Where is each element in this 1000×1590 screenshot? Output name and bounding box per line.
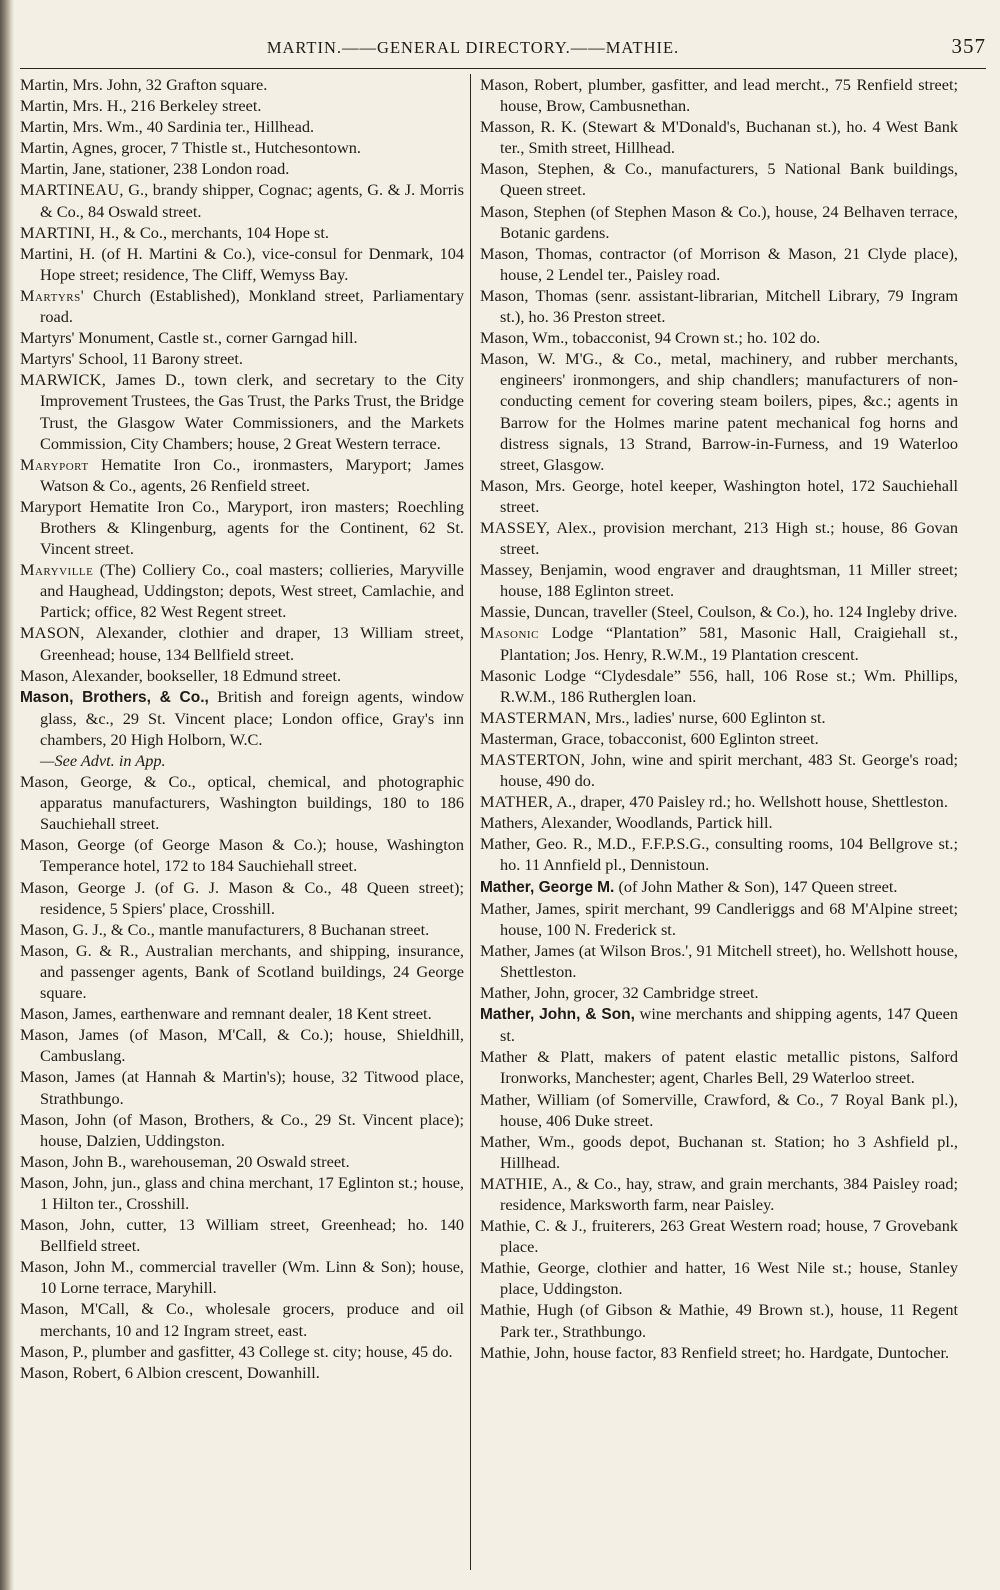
directory-entry xyxy=(20,1214,464,1256)
entry-name: Mason, xyxy=(20,1151,69,1171)
entry-details: Benjamin, wood engraver and draughtsman, 11 Miller street; house, 188 Eglinton street. xyxy=(500,560,958,601)
entry-name: Mason, xyxy=(480,285,529,305)
entry-name: Mason, xyxy=(20,1299,69,1319)
directory-entry xyxy=(480,158,958,200)
directory-entry xyxy=(20,1109,464,1151)
directory-entry xyxy=(480,622,958,664)
book-spine-shadow xyxy=(0,0,14,1590)
directory-entry xyxy=(20,1151,464,1172)
entry-details: Mrs. Wm., 40 Sardinia ter., Hillhead. xyxy=(68,117,315,137)
entry-details: Hematite Iron Co., Maryport, iron masters; Roechling Brothers & Klingenburg, agents for the Continent, 62 St. Vincent street. xyxy=(40,496,464,559)
entry-details: R. K. (Stewart & M'Donald's, Buchanan st.), ho. 4 West Bank ter., Smith street, Hillhead. xyxy=(500,117,958,158)
entry-details: Agnes, grocer, 7 Thistle st., Hutchesontown. xyxy=(68,138,361,158)
entry-details: James, earthenware and remnant dealer, 18 Kent street. xyxy=(68,1004,432,1024)
entry-name: Mathie, xyxy=(480,1342,531,1362)
entry-details: (The) Colliery Co., coal masters; collieries, Maryville and Haughead, Uddingston; depots, West street, Camlachie, and Partick; office, 82 West Regent street. xyxy=(40,560,464,622)
entry-name: Martin, xyxy=(20,138,69,158)
directory-entry xyxy=(480,1342,958,1363)
directory-entry xyxy=(480,1215,958,1257)
directory-entry xyxy=(20,454,464,496)
directory-entry xyxy=(480,707,958,728)
entry-details: George (of George Mason & Co.); house, Washington Temperance hotel, 172 to 184 Sauchiehall street. xyxy=(40,835,464,876)
directory-entry xyxy=(480,285,958,327)
entry-details: James (of Mason, M'Call, & Co.); house, Shieldhill, Cambuslang. xyxy=(40,1025,464,1066)
page-number: 357 xyxy=(951,34,986,58)
directory-entry xyxy=(20,95,464,116)
entry-details: Jane, stationer, 238 London road. xyxy=(68,159,290,179)
entry-name: Mathie, xyxy=(480,1300,531,1320)
entry-name: Mason, xyxy=(20,835,69,855)
entry-details: Geo. R., M.D., F.F.P.S.G., consulting rooms, 104 Bellgrove st.; ho. 11 Annfield pl., Dennistoun. xyxy=(500,834,958,875)
entry-details: Stephen (of Stephen Mason & Co.), house, 24 Belhaven terrace, Botanic gardens. xyxy=(500,201,958,242)
entry-details: Hugh (of Gibson & Mathie, 49 Brown st.), house, 11 Regent Park ter., Strathbungo. xyxy=(500,1300,958,1341)
directory-entry xyxy=(480,1089,958,1131)
directory-entry xyxy=(20,348,464,369)
directory-entry xyxy=(20,1341,464,1362)
entry-name: Masson, xyxy=(480,117,535,137)
directory-entry xyxy=(20,1172,464,1214)
entry-details: Mrs., ladies' nurse, 600 Eglinton st. xyxy=(591,707,826,727)
entry-details: M'Call, & Co., wholesale grocers, produce and oil merchants, 10 and 12 Ingram street, east. xyxy=(40,1299,464,1340)
entry-details: G. J., & Co., mantle manufacturers, 8 Buchanan street. xyxy=(68,919,430,939)
entry-name: Mason, xyxy=(20,772,69,792)
entry-name: Mason, xyxy=(480,159,529,179)
running-head: MARTIN.——GENERAL DIRECTORY.——MATHIE. xyxy=(266,38,680,57)
directory-entry xyxy=(20,285,464,327)
entry-details: John, grocer, 32 Cambridge street. xyxy=(530,983,759,1003)
directory-entry xyxy=(480,1173,958,1215)
directory-entry xyxy=(480,749,958,791)
entry-details: Wm., tobacconist, 94 Crown st.; ho. 102 do. xyxy=(528,328,821,348)
entry-name: Mason, xyxy=(20,1257,69,1277)
entry-name: Martyrs' xyxy=(20,285,85,305)
directory-entry xyxy=(20,158,464,179)
page-header xyxy=(20,34,986,69)
entry-details: Thomas, contractor (of Morrison & Mason, 21 Clyde place), house, 2 Lendel ter., Paisley road. xyxy=(500,243,958,284)
directory-entry xyxy=(20,771,464,834)
entry-name: Massey, xyxy=(480,560,533,580)
entry-details: John, wine and spirit merchant, 483 St. George's road; house, 490 do. xyxy=(500,750,958,791)
directory-entry xyxy=(20,369,464,453)
directory-entry xyxy=(20,919,464,940)
entry-name: Mather, xyxy=(480,834,531,854)
directory-entry xyxy=(20,940,464,1003)
entry-details: Mrs. John, 32 Grafton square. xyxy=(68,75,268,94)
directory-entry xyxy=(480,116,958,158)
directory-entry xyxy=(480,940,958,982)
entry-details: Hematite Iron Co., ironmasters, Maryport; James Watson & Co., agents, 26 Renfield street. xyxy=(40,454,464,495)
directory-column-right xyxy=(480,74,958,1570)
entry-name: Mason, xyxy=(20,1109,69,1129)
entry-details: George, clothier and hatter, 16 West Nile st.; house, Stanley place, Uddingston. xyxy=(500,1258,958,1299)
entry-name: Mason, xyxy=(480,243,529,263)
directory-entry xyxy=(480,74,958,116)
entry-details: James (at Wilson Bros.', 91 Mitchell street), ho. Wellshott house, Shettleston. xyxy=(500,940,958,981)
entry-details: P., plumber and gasfitter, 43 College st. city; house, 45 do. xyxy=(68,1341,453,1361)
entry-details: Alexander, bookseller, 18 Edmund street. xyxy=(68,665,342,685)
entry-details: Lodge “Clydesdale” 556, hall, 106 Rose st.; Wm. Phillips, R.W.M., 186 Rutherglen loan. xyxy=(500,665,958,706)
entry-name: Mason, xyxy=(480,201,529,221)
entry-details: H., & Co., merchants, 104 Hope st. xyxy=(95,222,329,242)
entry-name: Mason, Brothers, & Co., xyxy=(20,688,209,706)
entry-details: Robert, plumber, gasfitter, and lead mercht., 75 Renfield street; house, Brow, Cambusnethan. xyxy=(500,75,958,116)
entry-details: John, cutter, 13 William street, Greenhead; ho. 140 Bellfield street. xyxy=(40,1215,464,1256)
directory-entry xyxy=(480,982,958,1003)
entry-name: Mason, xyxy=(20,1067,69,1087)
entry-name: Mason, xyxy=(20,919,69,939)
directory-entry xyxy=(20,243,464,285)
directory-entry xyxy=(480,791,958,812)
entry-name: MARTINI, xyxy=(20,222,96,242)
entry-name: Mason, xyxy=(20,1004,69,1024)
entry-name: Martini, xyxy=(20,243,73,263)
directory-entry xyxy=(20,1362,464,1383)
directory-entry xyxy=(20,622,464,664)
directory-entry xyxy=(20,1003,464,1024)
directory-entry xyxy=(480,327,958,348)
entry-name: Martin, xyxy=(20,96,69,116)
directory-entry xyxy=(20,1024,464,1066)
entry-details: James D., town clerk, and secretary to the City Improvement Trustees, the Gas Trust, the Parks Trust, the Bridge Trust, the Glasgow Water Commissioners, and the Markets Commission, City Chambers; house, 2 Great Western terrace. xyxy=(40,370,464,453)
directory-entry xyxy=(480,201,958,243)
entry-name: Masonic xyxy=(480,665,537,685)
entry-name: Martyrs' xyxy=(20,349,75,369)
entry-name: Martin, xyxy=(20,117,69,137)
directory-entry xyxy=(20,1066,464,1108)
entry-name: MARWICK, xyxy=(20,370,107,390)
directory-entry xyxy=(480,475,958,517)
entry-details: William (of Somerville, Crawford, & Co., 7 Royal Bank pl.), house, 406 Duke street. xyxy=(500,1089,958,1130)
directory-entry xyxy=(20,137,464,158)
directory-entry xyxy=(480,665,958,707)
entry-details: Wm., goods depot, Buchanan st. Station; ho 3 Ashfield pl., Hillhead. xyxy=(500,1131,958,1172)
entry-details: Mrs. George, hotel keeper, Washington hotel, 172 Sauchiehall street. xyxy=(500,475,958,516)
directory-entry xyxy=(20,686,464,771)
directory-entry xyxy=(480,728,958,749)
directory-entry xyxy=(20,179,464,221)
directory-entry xyxy=(480,1046,958,1088)
directory-entry xyxy=(480,1003,958,1046)
directory-entry xyxy=(480,1131,958,1173)
directory-entry xyxy=(20,665,464,686)
entry-details: & Platt, makers of patent elastic metallic pistons, Salford Ironworks, Manchester; agent, Charles Bell, 29 Waterloo street. xyxy=(500,1047,958,1088)
entry-details: John, jun., glass and china merchant, 17 Eglinton st.; house, 1 Hilton ter., Crosshill. xyxy=(40,1172,464,1213)
entry-details: Robert, 6 Albion crescent, Dowanhill. xyxy=(68,1362,320,1382)
directory-entry xyxy=(480,348,958,475)
entry-name: Mason, xyxy=(20,877,69,897)
entry-details: Stephen, & Co., manufacturers, 5 National Bank buildings, Queen street. xyxy=(500,159,958,200)
entry-name: Mather, xyxy=(480,983,531,1003)
entry-details: James, spirit merchant, 99 Candleriggs and 68 M'Alpine street; house, 100 N. Frederick st. xyxy=(500,898,958,939)
entry-details: H. (of H. Martini & Co.), vice-consul for Denmark, 104 Hope street; residence, The Cliff, Wemyss Bay. xyxy=(40,243,464,284)
entry-details: G., brandy shipper, Cognac; agents, G. & J. Morris & Co., 84 Oswald street. xyxy=(40,180,464,221)
entry-name: Mason, xyxy=(480,75,529,94)
directory-entry xyxy=(20,559,464,622)
entry-details: W. M'G., & Co., metal, machinery, and rubber merchants, engineers' ironmongers, and ship chandlers; manufacturers of non-conducting cement for covering steam boilers, pipes, &c.; agents in Barrow for the Holmes marine patent mechanical fog horns and distress signals, 13 Strand, Barrow-in-Furness, and 19 Waterloo street, Glasgow. xyxy=(500,349,958,474)
entry-name: Mason, xyxy=(20,1362,69,1382)
directory-entry xyxy=(20,327,464,348)
entry-name: MARTINEAU, xyxy=(20,180,124,200)
entry-name: MASTERMAN, xyxy=(480,707,592,727)
entry-name: Mathers, xyxy=(480,813,538,833)
entry-name: Mason, xyxy=(20,1172,69,1192)
entry-name: Mason, xyxy=(480,349,529,369)
directory-entry xyxy=(480,601,958,622)
entry-details: Alex., provision merchant, 213 High st.; house, 86 Govan street. xyxy=(500,517,958,559)
entry-details: Grace, tobacconist, 600 Eglinton street. xyxy=(557,728,819,748)
advert-reference: —See Advt. in App. xyxy=(40,751,166,770)
entry-name: Maryport xyxy=(20,454,89,474)
directory-entry xyxy=(480,812,958,833)
entry-details: George J. (of G. J. Mason & Co., 48 Queen street); residence, 5 Spiers' place, Crosshill. xyxy=(40,877,464,918)
entry-details: School, 11 Barony street. xyxy=(74,349,243,369)
entry-name: MASON, xyxy=(20,623,85,643)
entry-name: MATHER, xyxy=(480,792,554,812)
entry-details: (of John Mather & Son), 147 Queen street. xyxy=(614,876,898,896)
entry-name: Maryville xyxy=(20,560,94,580)
entry-details: wine merchants and shipping agents, 147 Queen st. xyxy=(500,1004,958,1046)
entry-name: Mason, xyxy=(480,328,529,348)
directory-entry xyxy=(480,898,958,940)
directory-entry xyxy=(20,834,464,876)
directory-entry xyxy=(20,496,464,559)
entry-name: MASTERTON, xyxy=(480,750,586,769)
entry-details: Monument, Castle st., corner Garngad hill. xyxy=(74,328,358,348)
entry-details: John, house factor, 83 Renfield street; ho. Hardgate, Duntocher. xyxy=(530,1342,950,1362)
entry-details: C. & J., fruiterers, 263 Great Western road; house, 7 Grovebank place. xyxy=(500,1216,958,1257)
entry-details: A., draper, 470 Paisley rd.; ho. Wellshott house, Shettleston. xyxy=(553,792,948,812)
entry-name: Mather, xyxy=(480,1131,531,1151)
entry-name: Masonic xyxy=(480,623,539,643)
entry-name: MATHIE, xyxy=(480,1173,548,1193)
entry-name: Mason, xyxy=(20,1025,69,1045)
entry-details: Church (Established), Monkland street, Parliamentary road. xyxy=(40,285,464,327)
entry-details: Duncan, traveller (Steel, Coulson, & Co.), ho. 124 Ingleby drive. xyxy=(530,602,958,622)
entry-details: James (at Hannah & Martin's); house, 32 Titwood place, Strathbungo. xyxy=(40,1067,464,1108)
entry-name: Martin, xyxy=(20,159,69,179)
directory-entry xyxy=(20,74,464,95)
entry-name: Mason, xyxy=(20,940,69,960)
entry-name: Mathie, xyxy=(480,1258,531,1278)
directory-entry xyxy=(20,1298,464,1340)
entry-details: Mrs. H., 216 Berkeley street. xyxy=(68,96,262,116)
directory-entry xyxy=(20,1256,464,1298)
entry-name: Mason, xyxy=(20,1215,69,1235)
entry-name: Mather xyxy=(480,1047,528,1067)
entry-name: Martyrs' xyxy=(20,328,75,348)
directory-entry xyxy=(20,877,464,919)
entry-details: John (of Mason, Brothers, & Co., 29 St. Vincent place); house, Dalzien, Uddingston. xyxy=(40,1109,464,1150)
entry-name: Mather, John, & Son, xyxy=(480,1006,635,1024)
directory-entry xyxy=(480,243,958,285)
entry-name: Mather, George M. xyxy=(480,878,615,896)
directory-entry xyxy=(480,559,958,601)
entry-name: Maryport xyxy=(20,496,82,516)
directory-entry xyxy=(480,876,958,898)
entry-details: A., & Co., hay, straw, and grain merchants, 384 Paisley road; residence, Marksworth farm, near Paisley. xyxy=(500,1173,958,1214)
entry-name: MASSEY, xyxy=(480,517,551,537)
entry-name: Mason, xyxy=(480,475,529,495)
entry-details: G. & R., Australian merchants, and shipping, insurance, and passenger agents, Bank of Scotland buildings, 24 George square. xyxy=(40,940,464,1003)
entry-details: Thomas (senr. assistant-librarian, Mitchell Library, 79 Ingram st.), ho. 36 Preston street. xyxy=(500,285,958,327)
entry-details: British and foreign agents, window glass, &c., 29 St. Vincent place; London office, Gray's inn chambers, 20 High Holborn, W.C. xyxy=(40,686,465,749)
entry-name: Mason, xyxy=(20,1341,69,1361)
directory-entry xyxy=(480,517,958,559)
entry-name: Mason, xyxy=(20,665,69,685)
entry-details: George, & Co., optical, chemical, and photographic apparatus manufacturers, Washington buildings, 180 to 186 Sauchiehall street. xyxy=(40,772,464,834)
entry-details: John B., warehouseman, 20 Oswald street. xyxy=(68,1151,350,1171)
directory-entry xyxy=(480,1299,958,1341)
entry-details: John M., commercial traveller (Wm. Linn & Son); house, 10 Lorne terrace, Maryhill. xyxy=(40,1257,464,1298)
directory-entry xyxy=(20,222,464,243)
entry-name: Masterman, xyxy=(480,728,558,748)
entry-name: Mathie, xyxy=(480,1216,531,1236)
entry-name: Mather, xyxy=(480,940,531,960)
directory-column-left xyxy=(20,74,471,1570)
directory-entry xyxy=(480,1257,958,1299)
directory-entry xyxy=(480,833,958,875)
entry-name: Massie, xyxy=(480,602,531,622)
entry-details: Alexander, clothier and draper, 13 William street, Greenhead; house, 134 Bellfield street. xyxy=(40,623,464,664)
directory-entry xyxy=(20,116,464,137)
entry-details: Lodge “Plantation” 581, Masonic Hall, Craigiehall st., Plantation; Jos. Henry, R.W.M., 19 Plantation crescent. xyxy=(500,623,958,664)
entry-details: Alexander, Woodlands, Partick hill. xyxy=(537,813,773,833)
entry-name: Mather, xyxy=(480,1089,531,1109)
entry-name: Martin, xyxy=(20,75,69,94)
entry-name: Mather, xyxy=(480,898,531,918)
